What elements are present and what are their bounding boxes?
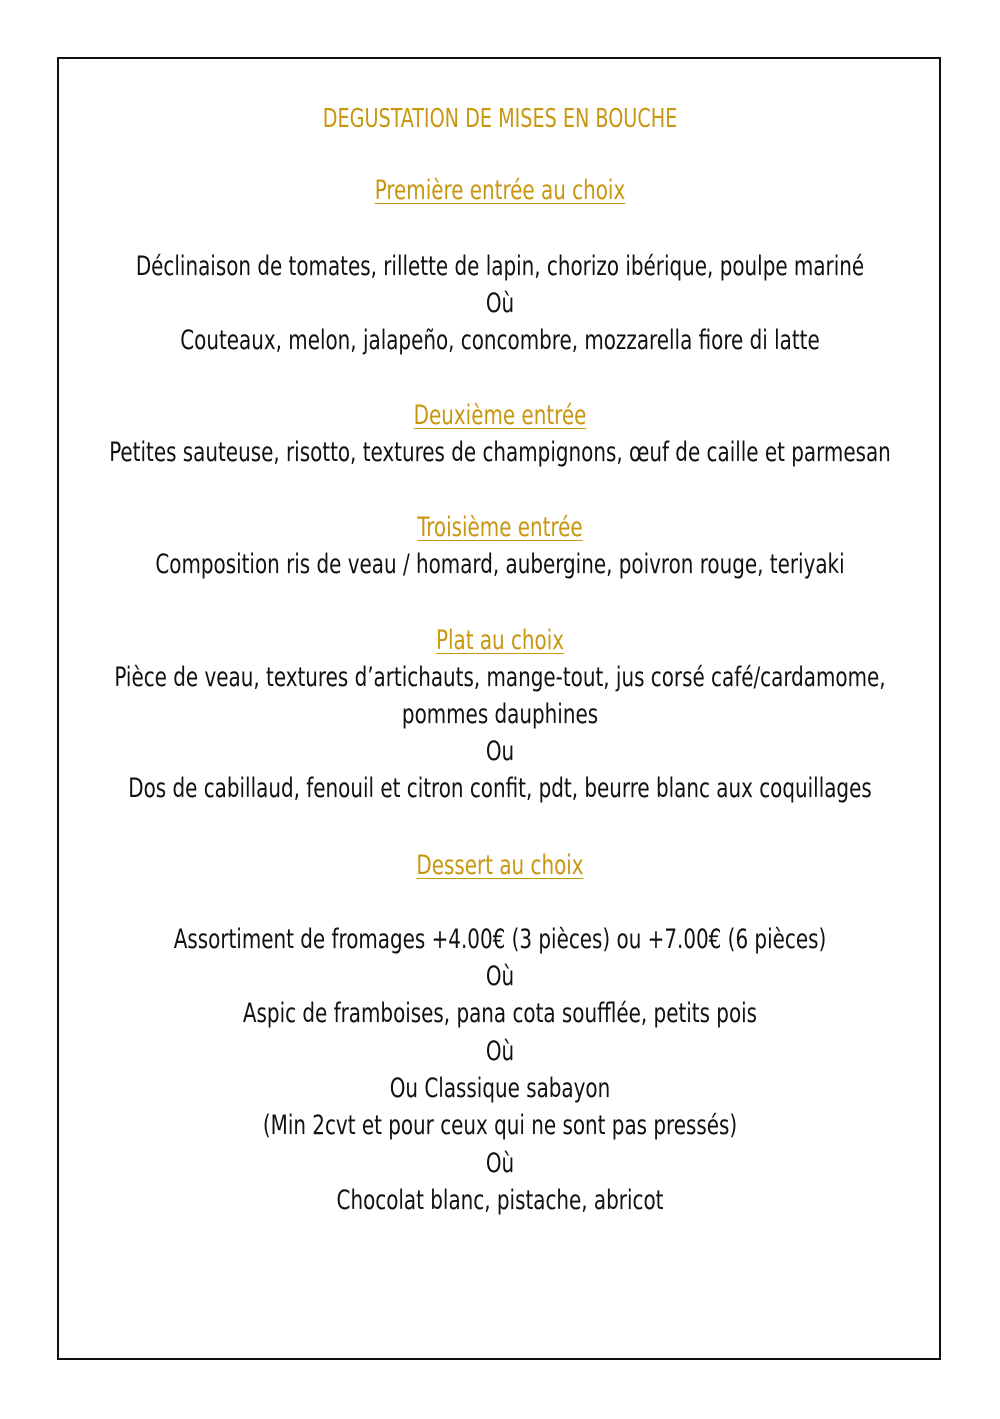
or-separator: Ou — [485, 736, 515, 767]
menu-title: DEGUSTATION DE MISES EN BOUCHE — [322, 104, 678, 134]
dish-line: Dos de cabillaud, fenouil et citron confit, pdt, beurre blanc aux coquillages — [128, 773, 872, 804]
dish-line: pommes dauphines — [401, 699, 599, 730]
dish-line: Aspic de framboises, pana cota soufflée, petits pois — [242, 998, 758, 1029]
section-heading-dessert: Dessert au choix — [416, 850, 584, 881]
dish-line: Assortiment de fromages +4.00€ (3 pièces) ou +7.00€ (6 pièces) — [173, 924, 827, 955]
or-separator: Où — [485, 961, 515, 992]
section-heading-third-starter: Troisième entrée — [417, 512, 583, 543]
or-separator: Où — [485, 1036, 515, 1067]
dish-line: Ou Classique sabayon — [389, 1073, 611, 1104]
section-heading-second-starter: Deuxième entrée — [413, 400, 587, 431]
dish-line: Déclinaison de tomates, rillette de lapin, chorizo ibérique, poulpe mariné — [135, 251, 865, 282]
dish-line: Composition ris de veau / homard, aubergine, poivron rouge, teriyaki — [155, 549, 845, 580]
or-separator: Où — [485, 1148, 515, 1179]
dish-line: Couteaux, melon, jalapeño, concombre, mozzarella fiore di latte — [180, 325, 820, 356]
dish-line: Pièce de veau, textures d’artichauts, mange-tout, jus corsé café/cardamome, — [114, 662, 886, 693]
section-heading-first-starter: Première entrée au choix — [374, 175, 626, 206]
section-heading-main-course: Plat au choix — [435, 625, 565, 656]
dish-line: Chocolat blanc, pistache, abricot — [336, 1185, 664, 1216]
or-separator: Où — [485, 288, 515, 319]
dish-note: (Min 2cvt et pour ceux qui ne sont pas pressés) — [262, 1110, 738, 1141]
dish-line: Petites sauteuse, risotto, textures de champignons, œuf de caille et parmesan — [109, 437, 891, 468]
